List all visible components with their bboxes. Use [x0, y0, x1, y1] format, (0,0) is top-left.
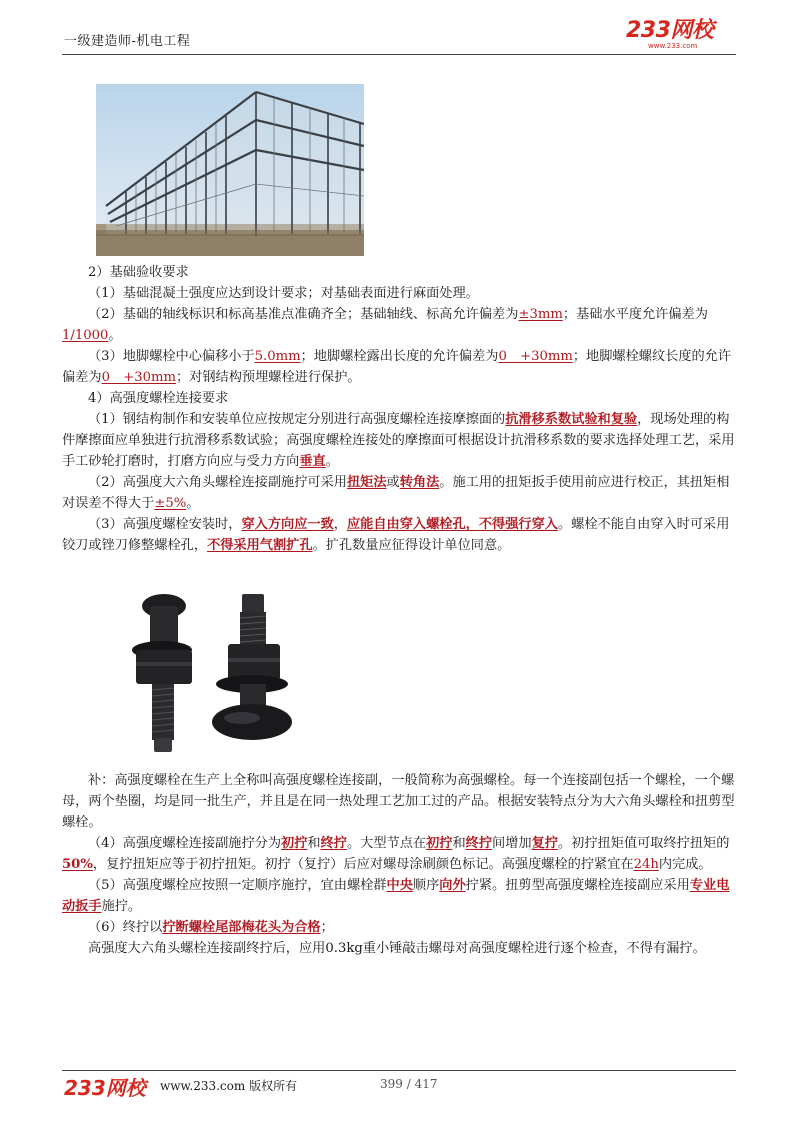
footer-logo[interactable]: 233网校 — [64, 1076, 146, 1100]
section-heading-bolts: 4）高强度螺栓连接要求 — [88, 391, 229, 406]
paragraph: （5）高强度螺栓应按照一定顺序施拧，宜由螺栓群中央顺序向外拧紧。扭剪型高强度螺栓连接副应采用专业电动扳手施拧。 — [62, 878, 730, 914]
logo-text: 233网校 — [626, 18, 714, 43]
paragraph: （1）钢结构制作和安装单位应按规定分别进行高强度螺栓连接摩擦面的抗滑移系数试验和复验，现场处理的构件摩擦面应单独进行抗滑移系数试验；高强度螺栓连接处的摩擦面可根据设计抗滑移系数的要求选择处理工艺，采用手工砂轮打磨时，打磨方向应与受力方向垂直。 — [62, 412, 735, 469]
paragraph: 高强度大六角头螺栓连接副终拧后，应用0.3kg重小锤敲击螺母对高强度螺栓进行逐个检查，不得有漏拧。 — [88, 941, 706, 956]
header-divider — [62, 54, 736, 55]
section-heading-foundation: 2）基础验收要求 — [88, 265, 189, 280]
high-strength-bolts-photo — [92, 586, 294, 764]
bolt-supplement-section — [62, 770, 738, 959]
logo-url: www.233.com — [648, 42, 698, 50]
paragraph: （2）基础的轴线标识和标高基准点准确齐全；基础轴线、标高允许偏差为±3mm；基础水平度允许偏差为1/1000。 — [62, 307, 708, 343]
paragraph: （3）地脚螺栓中心偏移小于5.0mm；地脚螺栓露出长度的允许偏差为0 +30mm；地脚螺栓螺纹长度的允许偏差为0 +30mm；对钢结构预埋螺栓进行保护。 — [62, 349, 732, 385]
paragraph: （6）终拧以拧断螺栓尾部梅花头为合格； — [88, 920, 334, 935]
paragraph: 补：高强度螺栓在生产上全称叫高强度螺栓连接副，一般简称为高强螺栓。每一个连接副包括一个螺栓，一个螺母，两个垫圈，均是同一批生产，并且是在同一热处理工艺加工过的产品。根据安装特点分为大六角头螺栓和扭剪型螺栓。 — [62, 773, 735, 830]
page-number: 399 / 417 — [380, 1077, 438, 1091]
paragraph: （2）高强度大六角头螺栓连接副施拧可采用扭矩法或转角法。施工用的扭矩扳手使用前应进行校正，其扭矩相对误差不得大于±5%。 — [62, 475, 730, 511]
steel-frame-building-photo — [96, 84, 364, 256]
footer-copyright: www.233.com 版权所有 — [160, 1079, 298, 1093]
paragraph: （4）高强度螺栓连接副施拧分为初拧和终拧。大型节点在初拧和终拧间增加复拧。初拧扭矩值可取终拧扭矩的50%，复拧扭矩应等于初拧扭矩。初拧（复拧）后应对螺母涂刷颜色标记。高强度螺栓的拧紧宜在24h内完成。 — [62, 836, 730, 872]
foundation-acceptance-section — [62, 262, 738, 556]
document-header-title: 一级建造师-机电工程 — [64, 34, 191, 49]
footer-divider — [62, 1070, 736, 1071]
paragraph: （3）高强度螺栓安装时，穿入方向应一致，应能自由穿入螺栓孔，不得强行穿入。螺栓不能自由穿入时可采用铰刀或锉刀修整螺栓孔，不得采用气割扩孔。扩孔数量应征得设计单位同意。 — [62, 517, 730, 553]
site-logo[interactable] — [626, 20, 736, 50]
paragraph: （1）基础混凝土强度应达到设计要求；对基础表面进行麻面处理。 — [88, 286, 479, 301]
